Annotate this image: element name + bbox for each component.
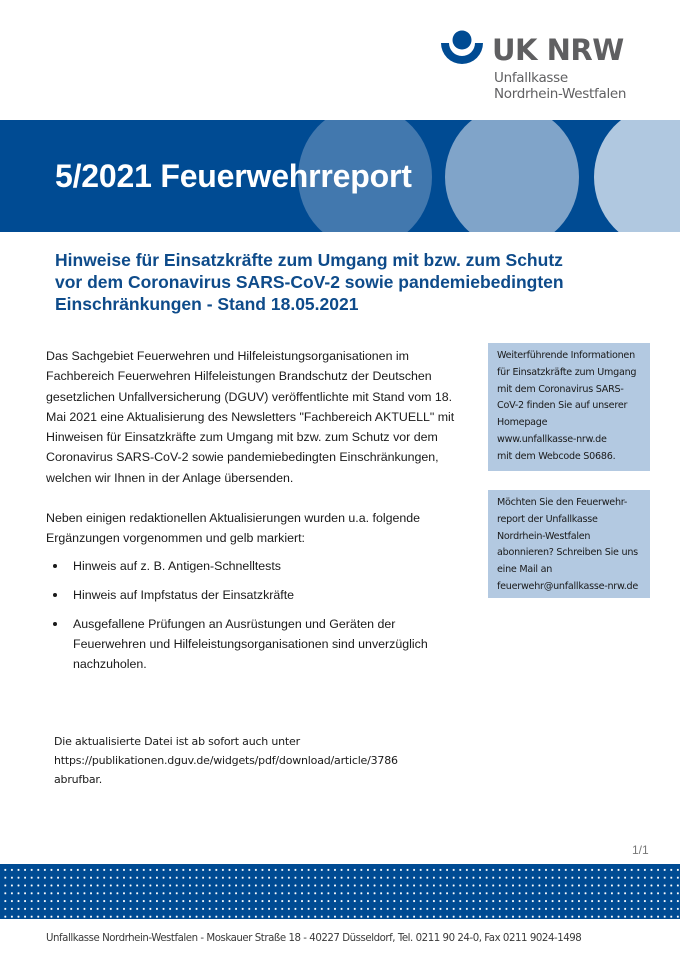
download-intro: Die aktualisierte Datei ist ab sofort auch unter <box>54 735 300 748</box>
list-item <box>53 614 463 674</box>
info-box-line: eine Mail an <box>497 564 553 576</box>
webcode-text: mit dem Webcode S0686. <box>497 450 616 462</box>
info-box-line: mit dem Coronavirus SARS- <box>497 383 624 395</box>
title-banner <box>0 120 680 232</box>
uk-nrw-logo <box>440 30 640 105</box>
uk-nrw-emblem-icon <box>440 30 484 68</box>
footer-address: Unfallkasse Nordrhein-Westfalen - Moskauer Straße 18 - 40227 Düsseldorf, Tel. 0211 90 24-0, Fax 0211 9024-1498 <box>46 933 582 944</box>
article-headline <box>55 249 615 315</box>
changes-paragraph: Neben einigen redaktionellen Aktualisierungen wurden u.a. folgende Ergänzungen vorgenommen und gelb markiert: <box>46 511 421 546</box>
logo-subtitle <box>494 70 626 102</box>
info-box-line: Möchten Sie den Feuerwehr- <box>497 497 628 508</box>
info-box-line: Homepage <box>497 417 548 429</box>
bullet-icon <box>53 564 57 568</box>
website-link[interactable]: www.unfallkasse-nrw.de <box>497 433 607 445</box>
logo-subtitle-line2: Nordrhein-Westfalen <box>494 86 627 102</box>
logo-subtitle-line1: Unfallkasse <box>494 70 568 86</box>
report-title: 5/2021 Feuerwehrreport <box>55 158 412 194</box>
download-note <box>54 732 474 789</box>
page-number: 1/1 <box>632 843 649 857</box>
download-outro: abrufbar. <box>54 773 103 786</box>
list-item-text: Hinweis auf Impfstatus der Einsatzkräfte <box>73 588 295 602</box>
info-box-line: Nordrhein-Westfalen <box>497 530 591 542</box>
intro-paragraph: Das Sachgebiet Feuerwehren und Hilfeleistungsorganisationen im Fachbereich Feuerwehren Hilfeleistungen Brandschutz der Deutschen gesetzlichen Unfallversicherung (DGUV) veröffentlichte mit Stand vom 18. Mai 2021 eine Aktualisierung des Newsletters "Fachbereich AKTUELL" mit Hinweisen für Einsatzkräfte zum Umgang mit bzw. zum Schutz vor dem Coronavirus SARS-CoV-2 sowie pandemiebedingten Einschränkungen, welchen wir Ihnen in der Anlage übersenden. <box>46 349 455 485</box>
banner-circle-medium <box>445 120 579 232</box>
info-box-line: abonnieren? Schreiben Sie uns <box>497 547 638 559</box>
headline-line1: Hinweise für Einsatzkräfte zum Umgang mit bzw. zum Schutz <box>55 250 563 270</box>
bullet-icon <box>53 622 57 626</box>
info-box-subscribe <box>488 490 650 598</box>
list-item-text: Hinweis auf z. B. Antigen-Schnelltests <box>73 559 281 573</box>
list-item <box>53 585 463 605</box>
dotted-footer-band <box>0 864 680 919</box>
info-box-line: CoV-2 finden Sie auf unserer <box>497 400 628 412</box>
logo-title: UK NRW <box>492 33 624 67</box>
bullet-icon <box>53 593 57 597</box>
info-box-line: für Einsatzkräfte zum Umgang <box>497 366 637 378</box>
banner-circle-light <box>594 120 680 232</box>
list-item <box>53 556 463 576</box>
info-box-line: Weiterführende Informationen <box>497 350 635 361</box>
headline-line2: vor dem Coronavirus SARS-CoV-2 sowie pandemiebedingten <box>55 272 564 292</box>
email-link[interactable]: feuerwehr@unfallkasse-nrw.de <box>497 580 638 592</box>
info-box-line: report der Unfallkasse <box>497 513 598 525</box>
list-item-text: Ausgefallene Prüfungen an Ausrüstungen und Geräten der Feuerwehren und Hilfeleistungsorganisationen sind unverzüglich nachzuholen. <box>73 617 428 671</box>
changes-list <box>53 556 463 683</box>
download-link[interactable]: https://publikationen.dguv.de/widgets/pdf/download/article/3786 <box>54 754 398 767</box>
headline-line3: Einschränkungen - Stand 18.05.2021 <box>55 294 359 314</box>
info-box-homepage <box>488 343 650 471</box>
